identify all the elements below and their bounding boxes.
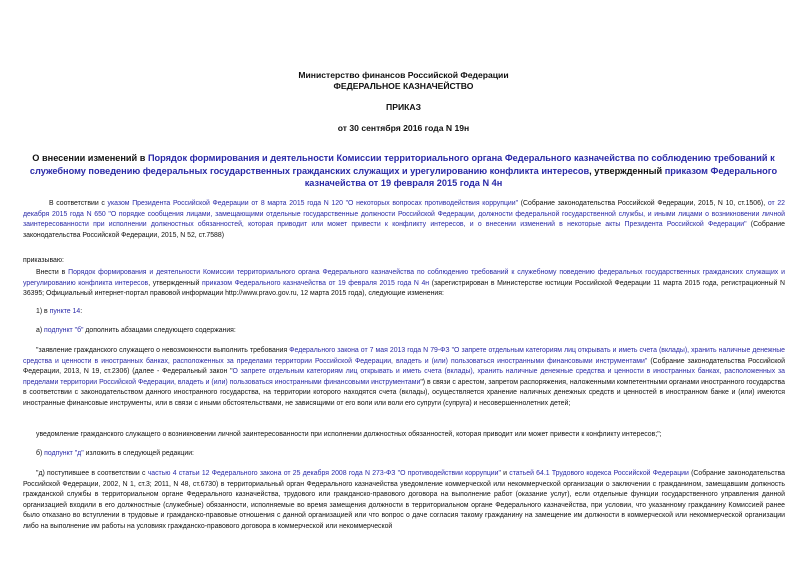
item-a: [23, 326, 785, 337]
quote-paragraph-1: [23, 346, 785, 410]
paragraph-text: 1) в: [36, 308, 50, 315]
quote-paragraph-2: уведомление гражданского служащего о возникновении личной заинтересованности при исполнении должностных обязанностей, которая приводит или может привести к конфликту интересов;";: [36, 431, 662, 438]
document-date-number: от 30 сентября 2016 года N 19н: [337, 123, 470, 133]
title-link-procedure[interactable]: Порядок формирования и деятельности Комиссии территориального органа Федерального казначейства по соблюдению требований к служебному поведению федеральных государственных гражданских служащих и урегулированию конфликта интересов: [29, 153, 775, 176]
document-type: ПРИКАЗ: [386, 102, 421, 112]
link-federal-law-79fz-name[interactable]: О запрете отдельным категориям лиц открывать и иметь счета (вклады), хранить наличные денежные средства и ценности в иностранных банках, расположенных за пределами территории Российской Федерации, владеть и (или) пользоваться иностранными финансовыми инструментами: [23, 368, 785, 386]
link-labor-code-64-1[interactable]: статьей 64.1 Трудового кодекса Российской Федерации: [509, 470, 689, 477]
item-1: [23, 307, 785, 318]
ministry-name: Министерство финансов Российской Федерации: [298, 70, 509, 80]
paragraph-text: изложить в следующей редакции:: [83, 450, 194, 457]
title-text: О внесении изменений в: [32, 153, 148, 163]
link-subpoint-d[interactable]: подпункт "д": [44, 450, 84, 457]
link-point-14[interactable]: пункте 14: [49, 308, 81, 315]
paragraph-text: , утвержденный: [148, 279, 203, 287]
paragraph-text: (Собрание законодательства Российской Федерации, 2013, N 19, ст.2306) (далее - Федеральный закон ": [23, 357, 785, 376]
title-text: , утвержденный: [589, 165, 665, 176]
paragraph-text: б): [36, 450, 45, 457]
quote-paragraph-3: [23, 469, 785, 533]
paragraph-text: дополнить абзацами следующего содержания:: [83, 327, 236, 334]
intro-paragraph: [23, 268, 785, 300]
preamble-paragraph: [23, 199, 785, 241]
paragraph-text: ") в связи с арестом, запретом распоряжения, наложенными компетентными органами иностранного государства в соответствии с законодательством данного иностранного государства, на территории которого находятся счета (вклады), осуществляется хранение наличных денежных средств и ценностей в иностранном банке и (или) имеются иностранные финансовые инструменты, или в связи с иными обстоятельствами, не зависящими от его воли или воли его супруги (супруга) и несовершеннолетних детей;: [23, 378, 785, 407]
link-decree-650[interactable]: от 22 декабря 2015 года N 650 "О порядке сообщения лицами, замещающими отдельные государственные должности Российской Федерации, должности федеральной государственной службы, и иными лицами о возникновении личной заинтересованности при исполнении должностных обязанностей, которая приводит или может привести к конфликту интересов, и о внесении изменений в некоторые акты Президента Российской Федерации": [23, 200, 786, 229]
paragraph-text: :: [80, 308, 83, 315]
item-b: [23, 449, 785, 460]
paragraph-text: "д) поступившее в соответствии с: [36, 470, 148, 477]
document-title: [18, 152, 789, 190]
paragraph-text: (Собрание законодательства Российской Федерации, 2015, N 10, ст.1506),: [518, 200, 768, 207]
paragraph-text: (Собрание законодательства Российской Федерации, 2015, N 52, ст.7588): [23, 221, 785, 239]
title-link-order[interactable]: приказом Федерального казначейства от 19 февраля 2015 года N 4н: [304, 165, 778, 188]
link-federal-law-79fz[interactable]: Федерального закона от 7 мая 2013 года N 79-ФЗ "О запрете отдельным категориям лиц открывать и иметь счета (вклады), хранить наличные денежные средства и ценности в иностранных банках, расположенных за пределами территории Российской Федерации, владеть и (или) пользоваться иностранными финансовыми инструментами": [23, 347, 785, 365]
paragraph-text: Внести в: [36, 269, 69, 276]
paragraph-text: (зарегистрирован в Министерстве юстиции Российской Федерации 11 марта 2015 года, регистрационный N 36395; Официальный интернет-портал правовой информации http://www.pravo.gov.ru, 12 марта 2015 года), следующие изменения:: [23, 279, 785, 298]
link-subpoint-b[interactable]: подпункт "б": [44, 327, 84, 334]
paragraph-text: и: [500, 470, 510, 477]
link-law-273fz[interactable]: частью 4 статьи 12 Федерального закона от 25 декабря 2008 года N 273-ФЗ "О противодействии коррупции": [147, 470, 501, 477]
link-order-4n[interactable]: приказом Федерального казначейства от 19 февраля 2015 года N 4н: [202, 279, 430, 287]
paragraph-text: а): [36, 327, 45, 334]
paragraph-text: (Собрание законодательства Российской Федерации, 2002, N 1, ст.3; 2011, N 48, ст.6730) в территориальный орган Федерального казначейства уведомление коммерческой или некоммерческой организации о заключении с гражданином, замещавшим должность гражданской службы в территориальном органе Федерального казначейства, трудового или гражданско-правового договора на выполнение работ (оказание услуг), если отдельные функции государственного управления данной организацией входили в его должностные (служебные) обязанности, исполняемые во время замещения должности в территориальном органе Федерального казначейства, при условии, что указанному гражданину Комиссией ранее было отказано во вступлении в трудовые и гражданско-правовые отношения с данной организацией или что вопрос о даче согласия такому гражданину на замещение им должности в коммерческой или некоммерческой организации либо на выполнение им работы на условиях гражданско-правового договора в коммерческой или некоммерческой: [23, 470, 785, 530]
order-word: приказываю:: [23, 257, 64, 264]
paragraph-text: В соответствии с: [49, 200, 108, 207]
paragraph-text: "заявление гражданского служащего о невозможности выполнить требования: [36, 347, 290, 354]
link-procedure[interactable]: Порядок формирования и деятельности Комиссии территориального органа Федерального казначейства по соблюдению требований к служебному поведению федеральных государственных гражданских служащих и урегулированию конфликта интересов: [23, 269, 785, 287]
link-decree-120[interactable]: указом Президента Российской Федерации от 8 марта 2015 года N 120 "О некоторых вопросах противодействия коррупции": [107, 200, 519, 207]
agency-name: ФЕДЕРАЛЬНОЕ КАЗНАЧЕЙСТВО: [333, 81, 474, 91]
